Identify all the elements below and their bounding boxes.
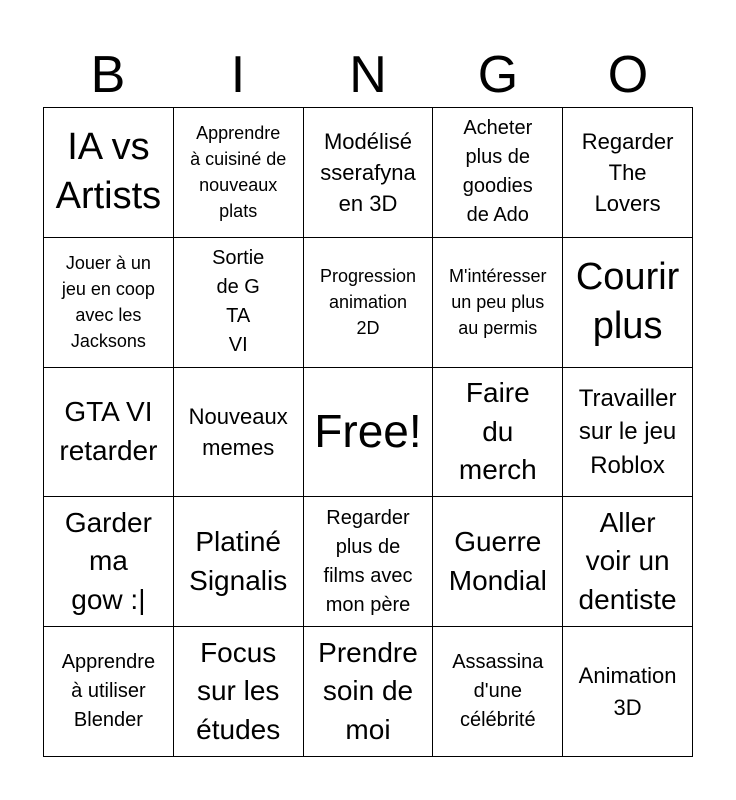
bingo-cell[interactable] [433, 368, 563, 498]
cell-text: Apprendre à utiliser Blender [61, 651, 156, 732]
bingo-cell[interactable] [174, 627, 304, 757]
cell-text: Regarder plus de films avec mon père [323, 506, 413, 616]
bingo-cell[interactable] [563, 368, 693, 498]
bingo-cell[interactable] [304, 238, 434, 368]
bingo-cell[interactable] [44, 627, 174, 757]
cell-text: Sortie de G TA VI [212, 247, 265, 357]
bingo-cell[interactable] [44, 497, 174, 627]
bingo-cell[interactable] [433, 627, 563, 757]
bingo-cell[interactable] [174, 497, 304, 627]
cell-text: Aller voir un dentiste [578, 506, 677, 616]
cell-text: Platiné Signalis [189, 526, 288, 596]
bingo-cell[interactable] [44, 368, 174, 498]
free-space-cell[interactable] [304, 368, 434, 498]
bingo-cell[interactable] [44, 238, 174, 368]
cell-text: Faire du merch [458, 377, 537, 486]
cell-text: GTA VI retarder [59, 396, 158, 466]
cell-text: Courir plus [575, 255, 680, 348]
bingo-header [43, 44, 693, 106]
bingo-grid [43, 107, 693, 757]
header-letter-g: G [477, 46, 519, 104]
bingo-cell[interactable] [174, 238, 304, 368]
cell-text: Animation 3D [578, 663, 677, 720]
bingo-cell[interactable] [433, 108, 563, 238]
bingo-cell[interactable] [563, 627, 693, 757]
bingo-cell[interactable] [174, 368, 304, 498]
cell-text: Acheter plus de goodies de Ado [462, 117, 533, 227]
cell-text: IA vs Artists [55, 126, 162, 218]
cell-text: Nouveaux memes [188, 403, 288, 460]
cell-text: Focus sur les études [196, 636, 281, 745]
cell-text: Modélisé sserafyna en 3D [320, 128, 416, 217]
header-letter-i: I [230, 46, 246, 104]
free-space-text: Free! [314, 405, 422, 458]
bingo-cell[interactable] [563, 238, 693, 368]
bingo-cell[interactable] [304, 497, 434, 627]
cell-text: Regarder The Lovers [581, 128, 674, 217]
cell-text: Garder ma gow :| [64, 506, 152, 616]
cell-text: Apprendre à cuisiné de nouveaux plats [190, 123, 287, 222]
cell-text: Travailler sur le jeu Roblox [578, 385, 677, 479]
cell-text: Progression animation 2D [319, 266, 417, 339]
cell-text: M'intéresser un peu plus au permis [449, 266, 547, 339]
bingo-cell[interactable] [304, 108, 434, 238]
bingo-cell[interactable] [433, 497, 563, 627]
header-letter-b: B [90, 46, 126, 104]
bingo-cell[interactable] [44, 108, 174, 238]
bingo-cell[interactable] [563, 108, 693, 238]
cell-text: Assassina d'une célébrité [452, 651, 544, 732]
header-letter-o: O [607, 46, 649, 104]
cell-text: Prendre soin de moi [318, 636, 418, 745]
cell-text: Jouer à un jeu en coop avec les Jacksons [61, 253, 155, 352]
bingo-cell[interactable] [563, 497, 693, 627]
cell-text: Guerre Mondial [448, 526, 547, 596]
header-letter-n: N [349, 46, 387, 104]
bingo-cell[interactable] [174, 108, 304, 238]
bingo-cell[interactable] [433, 238, 563, 368]
bingo-cell[interactable] [304, 627, 434, 757]
